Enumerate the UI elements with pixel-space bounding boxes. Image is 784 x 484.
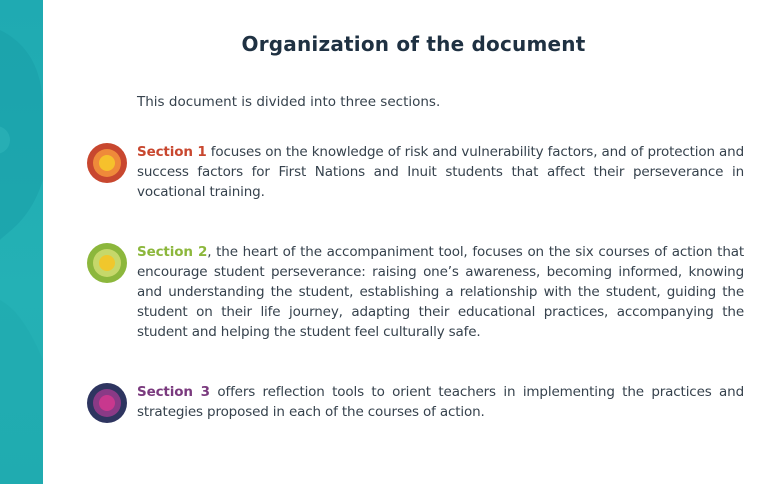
section-1-item [86,142,744,202]
concentric-circle-icon [86,242,128,284]
intro-text: This document is divided into three sections. [137,94,441,110]
decorative-wave-graphic [0,0,43,484]
decorative-side-band [0,0,43,484]
section-3-description: offers reflection tools to orient teachers in implementing the practices and strategies proposed in each of the courses of action. [137,384,744,420]
section-1-description: focuses on the knowledge of risk and vulnerability factors, and of protection and success factors for First Nations and Inuit students that affect their perseverance in vocational training. [137,144,745,200]
section-2-label: Section 2 [137,244,208,260]
section-1-text [137,142,744,202]
section-2-description: , the heart of the accompaniment tool, focuses on the six courses of action that encourage student perseverance: raising one’s awareness, becoming informed, knowing and understanding the student, establishing a relationship with the student, guiding the student on their life journey, adapting their educational practices, accompanying the student and helping the student feel culturally safe. [137,244,744,340]
page-title: Organization of the document [241,32,586,56]
section-3-item [86,382,744,422]
concentric-circle-icon [86,382,128,424]
section-2-text [137,242,744,342]
section-1-label: Section 1 [137,144,207,160]
section-3-text [137,382,744,422]
section-3-label: Section 3 [137,384,210,400]
concentric-circle-icon [86,142,128,184]
section-2-item [86,242,744,342]
